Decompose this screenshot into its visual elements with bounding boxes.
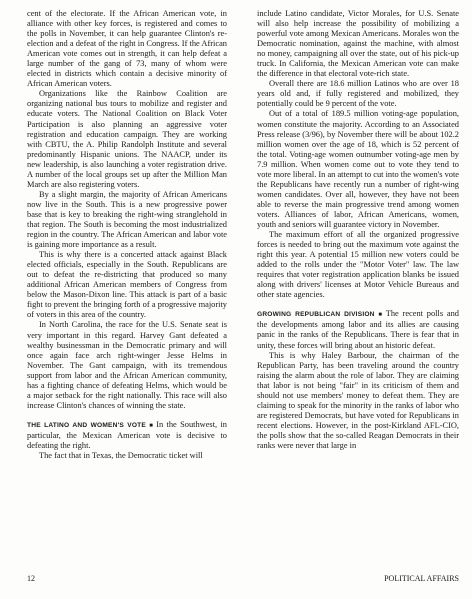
heading-square-icon: ■ <box>148 422 155 429</box>
right-paragraph-6: This is why Haley Barbour, the chairman of the Republican Party, has been traveling around the country raising the alarm about the role of labor. They are claiming that labor is not being "fair" in its criticism of them and should not use members' money to defeat them. They are claiming to speak for the minority in the ranks of labor who are registered Democrats, but have voted for Republicans in recent elections. However, in the post-Kirkland AFL-CIO, the polls show that the so-called Reagan Democrats in their ranks were never that large in <box>257 350 459 450</box>
latino-section-text: In the Southwest, in particular, the Mexican American vote is decisive to defeating the right. <box>27 419 227 450</box>
left-paragraph-3: By a slight margin, the majority of African Americans now live in the South. This is a new progressive power base that is key to breaking the right-wing stranglehold in that region. The South is becoming the most industrialized region in the country. The African American and labor vote is gaining more importance as a result. <box>27 189 227 250</box>
page-number: 12 <box>27 574 35 583</box>
left-column <box>27 9 227 461</box>
republican-section-text: The recent polls and the developments among labor and its allies are causing panic in the ranks of the Republicans. There is fear that in unity, these forces will bring about an historic defeat. <box>257 309 459 350</box>
latino-section-paragraph <box>27 420 227 451</box>
publication-name: POLITICAL AFFAIRS <box>384 574 459 583</box>
heading-square-icon: ■ <box>376 312 384 319</box>
left-paragraph-1: cent of the electorate. If the African American vote, in alliance with other key forces, is registered and comes to the polls in November, it can help guarantee Clinton's re-election and a defeat of the right in Congress. If the African American vote comes out in strength, it can help defeat a large number of the gang of 73, many of whom were elected in districts which contain a decisive minority of African American voters. <box>27 9 227 89</box>
right-paragraph-1: include Latino candidate, Victor Morales, for U.S. Senate will also help increase the possibility of mobilizing a powerful vote among Mexican Americans. Morales won the Democratic nomination, against the machine, with almost no money, campaigning all over the state, out of his pick-up truck. In California, the Mexican American vote can make the difference in that electoral vote-rich state. <box>257 9 459 79</box>
right-column <box>257 9 459 451</box>
right-paragraph-4: The maximum effort of all the organized progressive forces is needed to bring out the maximum vote against the right this year. A potential 15 million new voters could be added to the rolls under the "Motor Voter" law. The law requires that voter registration application blanks be issued along with drivers' licenses at Motor Vehicle Bureaus and other state agencies. <box>257 230 459 300</box>
left-paragraph-4: This is why there is a concerted attack against Black elected officials, especially in the South. Republicans are out to defeat the re-districting that produced so many additional African American members of Congress from below the Mason-Dixon line. This attack is part of a basic fight to prevent the bringing forth of a progressive majority of voters in this area of the country. <box>27 250 227 320</box>
left-paragraph-7: The fact that in Texas, the Democratic ticket will <box>39 451 203 461</box>
section-heading-republican-division: GROWING REPUBLICAN DIVISION <box>257 311 375 319</box>
left-paragraph-5: In North Carolina, the race for the U.S. Senate seat is very important in this regard. Harvey Gant defeated a wealthy businessman in the Democratic primary and will once again face arch right-winger Jesse Helms in November. The Gant campaign, with its tremendous support from labor and the African American community, has a fighting chance of defeating Helms, which would be a major setback for the right nationally. This race will also increase Clinton's chances of winning the state. <box>27 320 227 410</box>
right-paragraph-3: Out of a total of 189.5 million voting-age population, women constitute the majority. According to an Associated Press release (3/96), by November there will be about 102.2 million women over the age of 18, which is 52 percent of the total. Voting-age women outnumber voting-age men by 7.9 million. When women come out to vote they tend to vote more liberal. In an attempt to cut into the women's vote the Republicans have recently run a number of right-wing women candidates. Over all, however, they have not been able to reverse the main progressive trend among women voters. Alliances of labor, African Americans, women, youth and seniors will guarantee victory in November. <box>257 109 459 229</box>
section-heading-latino-vote: THE LATINO AND WOMEN'S VOTE <box>27 421 147 429</box>
right-paragraph-2: Overall there are 18.6 million Latinos who are over 18 years old and, if fully registered and mobilized, they potentially could be 9 percent of the vote. <box>257 79 459 109</box>
left-paragraph-2: Organizations like the Rainbow Coalition are organizing national bus tours to mobilize and register and educate voters. The National Coalition on Black Voter Participation is also planning an aggressive voter registration and education campaign. They are working with CBTU, the A. Philip Randolph Institute and several predominantly Hispanic unions. The NAACP, under its new leadership, is also launching a voter registration drive. A number of the local groups set up after the Million Man March are also registering voters. <box>27 89 227 189</box>
page-footer <box>27 574 459 583</box>
republican-section-paragraph <box>257 309 459 350</box>
